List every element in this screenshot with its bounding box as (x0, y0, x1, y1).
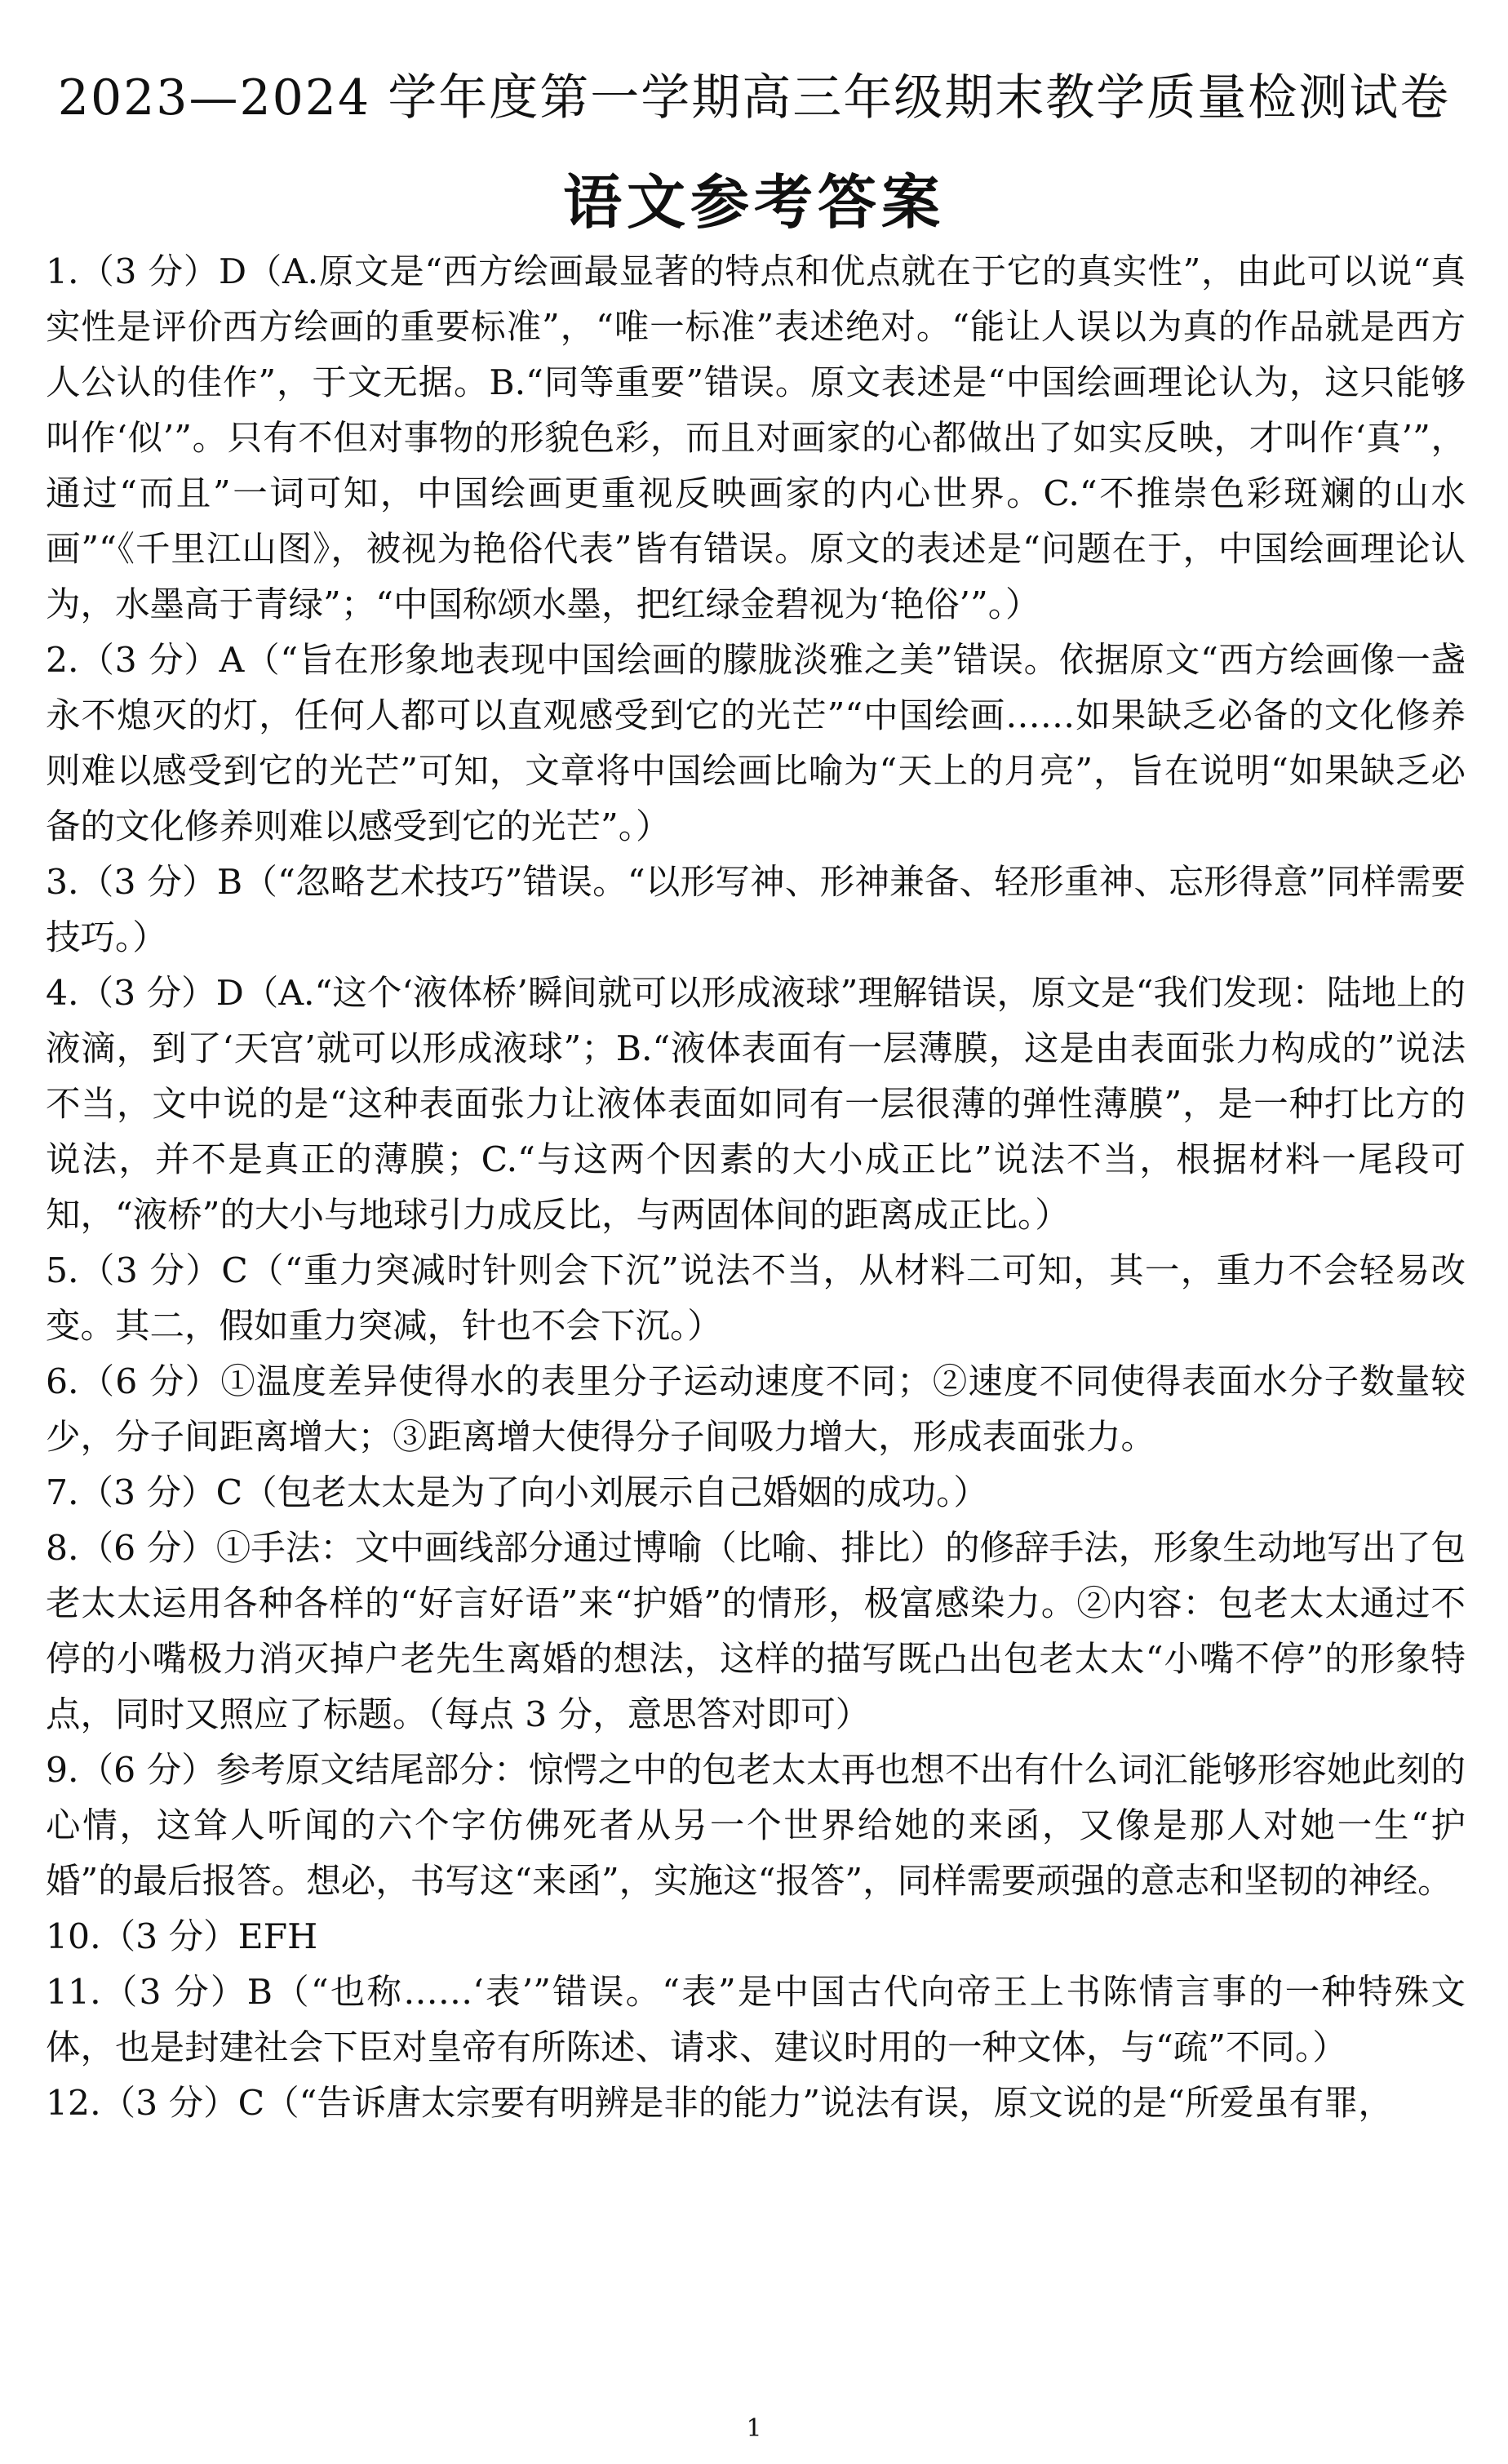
answer-10: 10.（3 分）EFH (46, 1917, 318, 1957)
answer-list (46, 245, 1466, 2132)
answer-key-title: 语文参考答案 (562, 167, 945, 237)
exam-title: 2023—2024 学年度第一学期高三年级期末教学质量检测试卷 (57, 69, 1451, 127)
answer-12: 12.（3 分）C（“告诉唐太宗要有明辨是非的能力”说法有误，原文说的是“所爱虽有罪， (46, 2084, 1393, 2124)
answer-3: 3.（3 分）B（“忽略艺术技巧”错误。“以形写神、形神兼备、轻形重神、忘形得意”同样需要技巧。） (46, 863, 1466, 958)
page-number: 1 (746, 2414, 762, 2443)
answer-6: 6.（6 分）①温度差异使得水的表里分子运动速度不同；②速度不同使得表面水分子数量较少，分子间距离增大；③距离增大使得分子间吸力增大，形成表面张力。 (46, 1362, 1466, 1458)
answer-8: 8.（6 分）①手法：文中画线部分通过博喻（比喻、排比）的修辞手法，形象生动地写出了包老太太运用各种各样的“好言好语”来“护婚”的情形，极富感染力。②内容：包老太太通过不停的小嘴极力消灭掉户老先生离婚的想法，这样的描写既凸出包老太太“小嘴不停”的形象特点，同时又照应了标题。（每点 3 分，意思答对即可） (46, 1529, 1466, 1735)
answer-9: 9.（6 分）参考原文结尾部分：惊愕之中的包老太太再也想不出有什么词汇能够形容她此刻的心情，这耸人听闻的六个字仿佛死者从另一个世界给她的来函，又像是那人对她一生“护婚”的最后报答。想必，书写这“来函”，实施这“报答”，同样需要顽强的意志和坚韧的神经。 (46, 1751, 1466, 1902)
answer-4: 4.（3 分）D（A.“这个‘液体桥’瞬间就可以形成液球”理解错误，原文是“我们发现：陆地上的液滴，到了‘天宫’就可以形成液球”；B.“液体表面有一层薄膜，这是由表面张力构成的”说法不当，文中说的是“这种表面张力让液体表面如同有一层很薄的弹性薄膜”，是一种打比方的说法，并不是真正的薄膜；C.“与这两个因素的大小成正比”说法不当，根据材料一尾段可知，“液桥”的大小与地球引力成反比，与两固体间的距离成正比。） (46, 974, 1466, 1236)
answer-1: 1.（3 分）D（A.原文是“西方绘画最显著的特点和优点就在于它的真实性”，由此可以说“真实性是评价西方绘画的重要标准”，“唯一标准”表述绝对。“能让人误以为真的作品就是西方人公认的佳作”，于文无据。B.“同等重要”错误。原文表述是“中国绘画理论认为，这只能够叫作‘似’”。只有不但对事物的形貌色彩，而且对画家的心都做出了如实反映，才叫作‘真’”，通过“而且”一词可知，中国绘画更重视反映画家的内心世界。C.“不推崇色彩斑斓的山水画”“《千里江山图》，被视为艳俗代表”皆有错误。原文的表述是“问题在于，中国绘画理论认为，水墨高于青绿”；“中国称颂水墨，把红绿金碧视为‘艳俗’”。） (46, 252, 1466, 625)
answer-11: 11.（3 分）B（“也称……‘表’”错误。“表”是中国古代向帝王上书陈情言事的一种特殊文体，也是封建社会下臣对皇帝有所陈述、请求、建议时用的一种文体，与“疏”不同。） (46, 1973, 1466, 2068)
answer-7: 7.（3 分）C（包老太太是为了向小刘展示自己婚姻的成功。） (46, 1473, 988, 1513)
answer-5: 5.（3 分）C（“重力突减时针则会下沉”说法不当，从材料二可知，其一，重力不会轻易改变。其二，假如重力突减，针也不会下沉。） (46, 1251, 1466, 1347)
answer-2: 2.（3 分）A（“旨在形象地表现中国绘画的朦胧淡雅之美”错误。依据原文“西方绘画像一盏永不熄灭的灯，任何人都可以直观感受到它的光芒”“中国绘画……如果缺乏必备的文化修养则难以感受到它的光芒”可知，文章将中国绘画比喻为“天上的月亮”，旨在说明“如果缺乏必备的文化修养则难以感受到它的光芒”。） (46, 641, 1466, 847)
